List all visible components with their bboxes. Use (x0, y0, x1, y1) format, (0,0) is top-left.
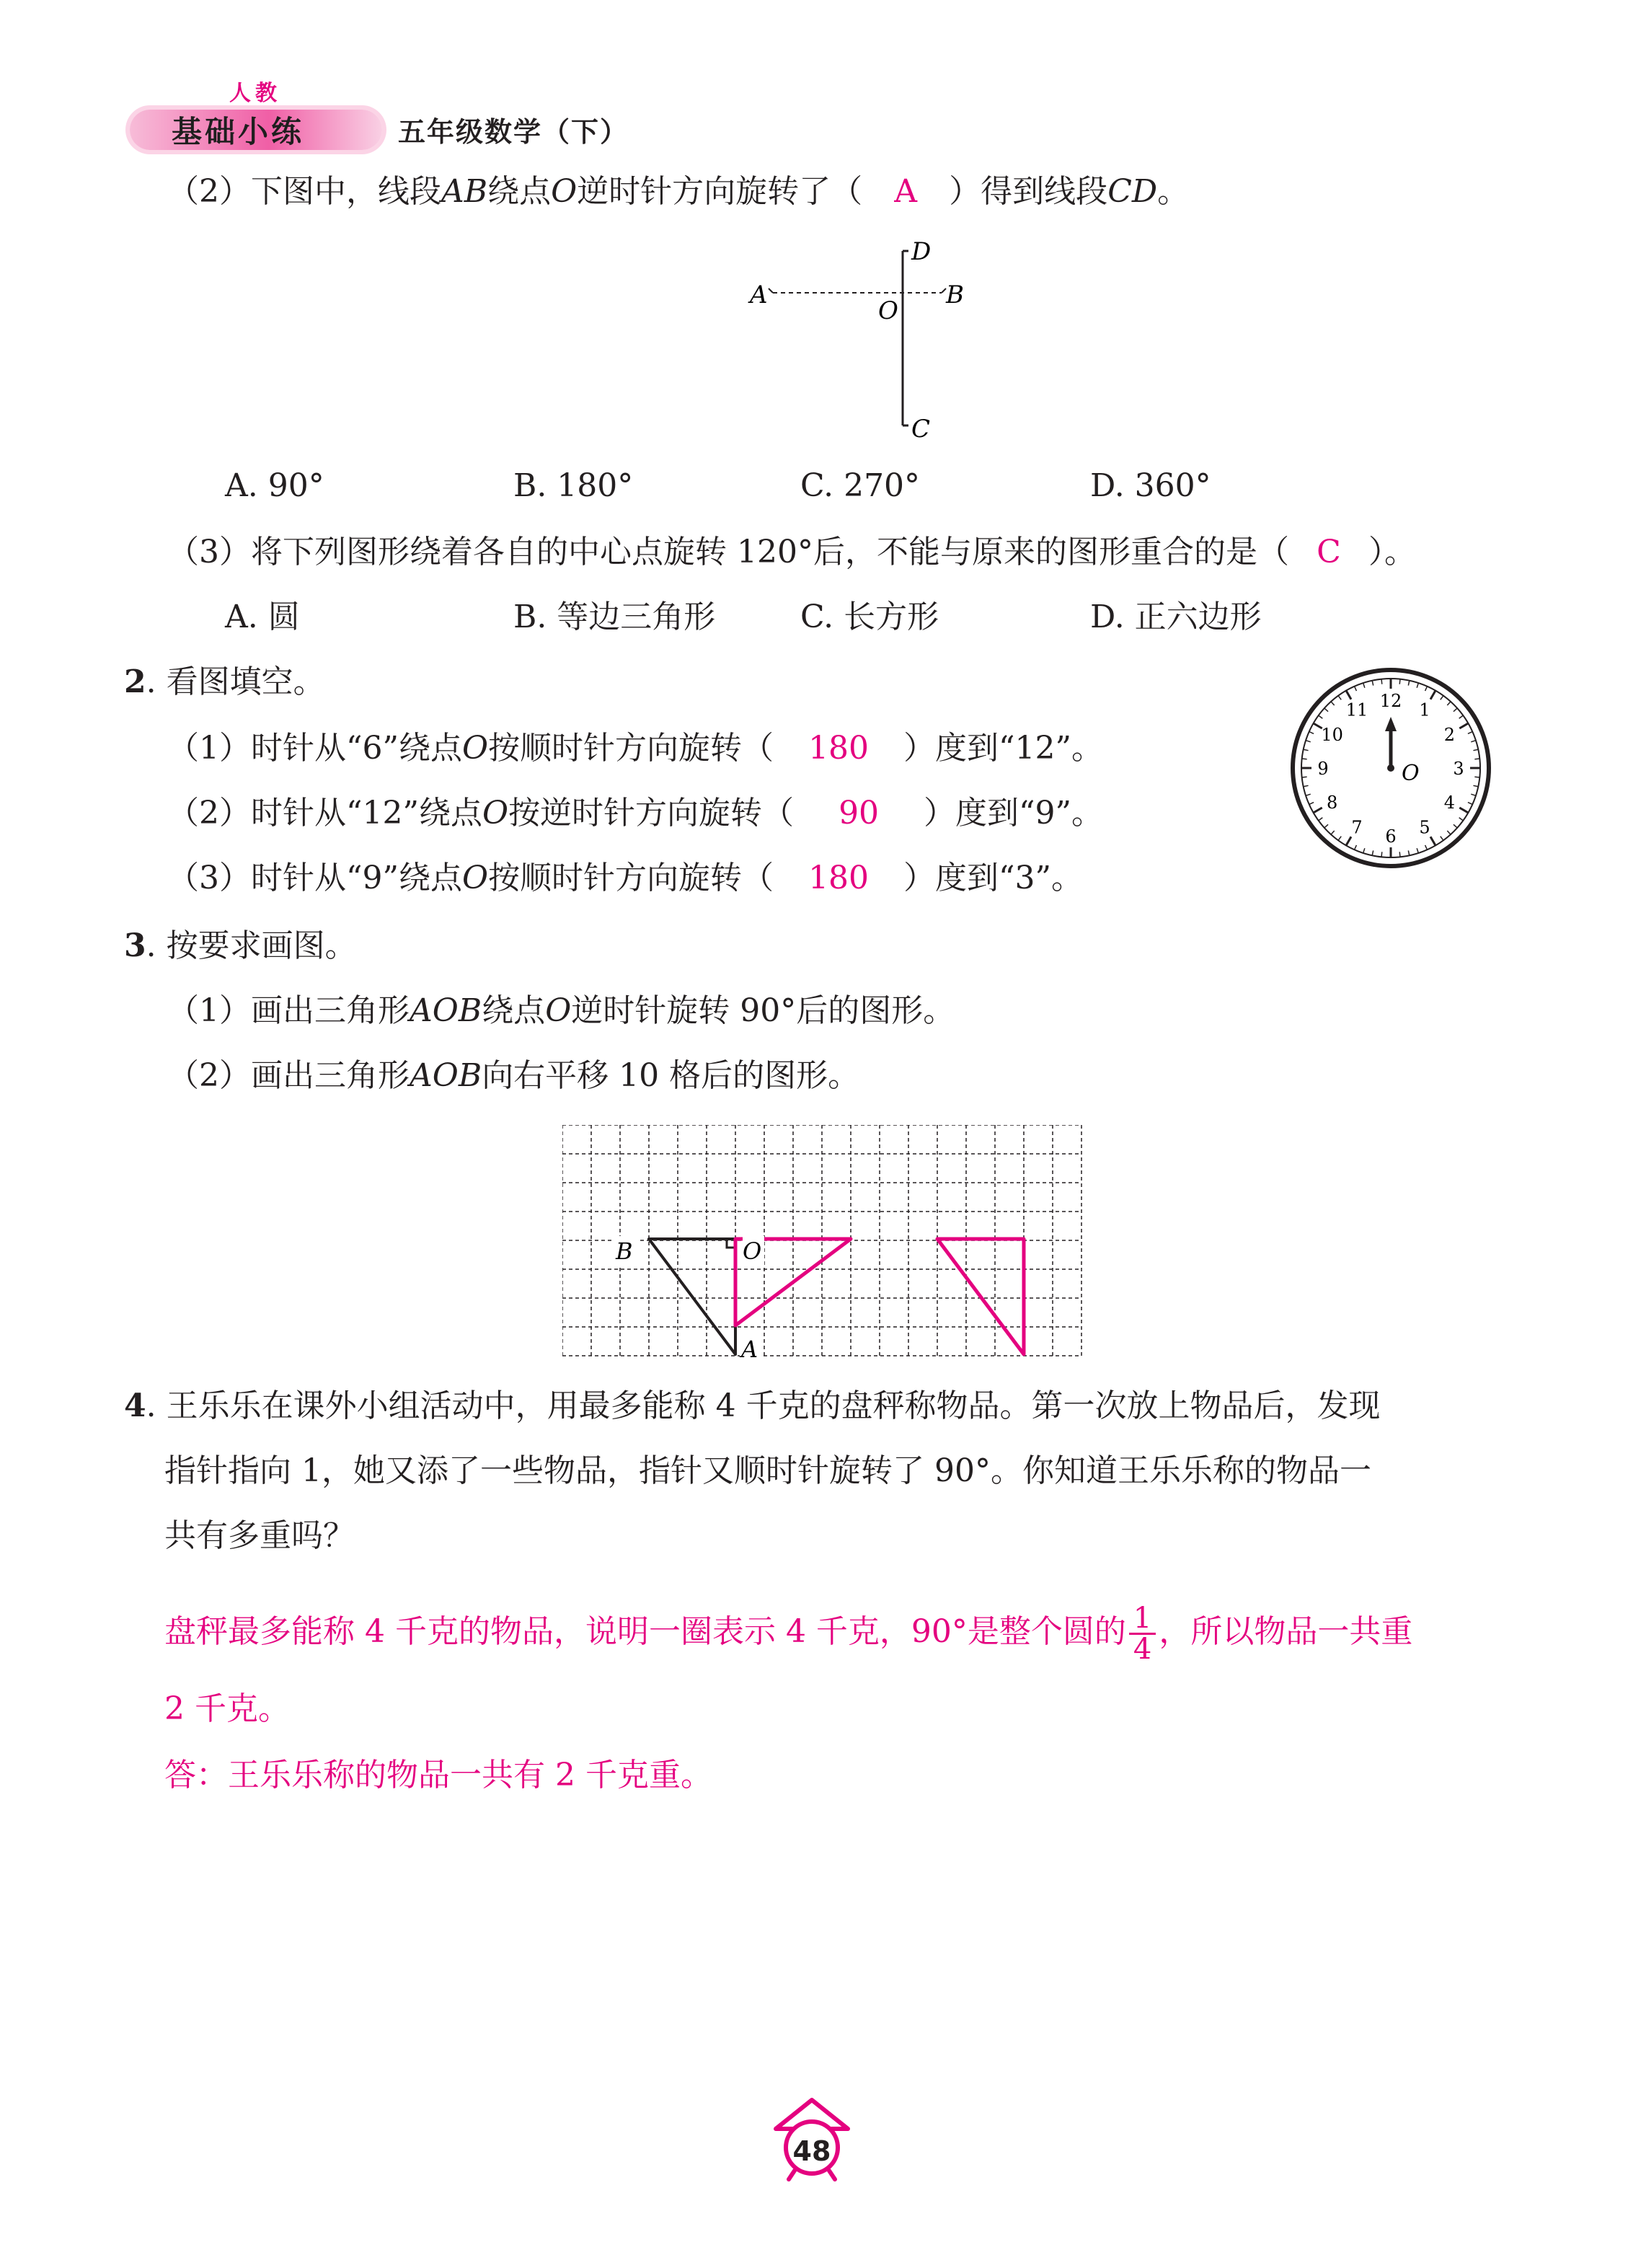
solution-line-1: 盘秤最多能称 4 千克的物品，说明一圈表示 4 千克，90°是整个圆的 $\frac{1}{4}$ ，所以物品一共重 (164, 1602, 1413, 1666)
question-1-2: （2）下图中，线段AB绕点O逆时针方向旋转了（ A ）得到线段CD。 (167, 170, 1189, 213)
clock-number: 2 (1443, 725, 1456, 745)
subject-title: 五年级数学（下） (398, 116, 629, 148)
question-4-line-1: 4. 王乐乐在课外小组活动中，用最多能称 4 千克的盘秤称物品。第一次放上物品后，发现 (124, 1387, 1381, 1424)
answer-2-2: 90 (839, 795, 880, 831)
clock-tick (1399, 852, 1400, 857)
clock-number: 10 (1321, 725, 1343, 745)
clock-number: 5 (1419, 817, 1430, 838)
question-3-1: （1）画出三角形AOB绕点O逆时针旋转 90°后的图形。 (167, 992, 955, 1029)
rotation-figure (735, 231, 1009, 447)
page-number: 48 (792, 2135, 831, 2167)
question-4-line-3: 共有多重吗？ (164, 1517, 355, 1554)
option-b: B. 等边三角形 (513, 599, 716, 635)
clock-number: 9 (1317, 759, 1329, 779)
option-a: A. 圆 (225, 599, 300, 635)
answer-1-2: A (894, 173, 918, 210)
label-a: A (750, 281, 768, 309)
question-2-1: （1）时针从“6”绕点O按顺时针方向旋转（ 180 ）度到“12”。 (167, 727, 1103, 770)
clock-figure (1289, 666, 1492, 870)
label-o: O (878, 296, 898, 325)
question-4-line-2: 指针指向 1，她又添了一些物品，指针又顺时针旋转了 90°。你知道王乐乐称的物品一 (164, 1452, 1371, 1489)
solution-line-2: 2 千克。 (164, 1690, 290, 1727)
grid-label-a: A (741, 1336, 758, 1360)
option-b: B. 180° (513, 467, 634, 504)
question-2-2: （2）时针从“12”绕点O按逆时针方向旋转（ 90 ）度到“9”。 (167, 792, 1103, 835)
option-c: C. 270° (800, 467, 921, 504)
clock-tick (1399, 679, 1400, 684)
option-d: D. 正六边形 (1090, 599, 1262, 635)
question-1-3: （3）将下列图形绕着各自的中心点旋转 120°后，不能与原来的图形重合的是（ C ）。 (167, 531, 1416, 574)
question-2-title: 2. 看图填空。 (124, 663, 325, 700)
clock-number: 11 (1345, 700, 1368, 720)
clock-tick (1381, 852, 1382, 857)
question-2-3: （3）时针从“9”绕点O按顺时针方向旋转（ 180 ）度到“3”。 (167, 857, 1083, 900)
triangle-aob-original (649, 1239, 735, 1354)
series-brand: 基础小练 (172, 114, 305, 149)
drawing-grid (562, 1125, 1086, 1360)
clock-number: 4 (1443, 793, 1456, 813)
clock-number: 1 (1419, 700, 1430, 720)
option-a: A. 90° (225, 467, 324, 504)
question-3-title: 3. 按要求画图。 (124, 927, 357, 964)
grid-label-b: B (616, 1237, 633, 1265)
triangle-translated (937, 1239, 1024, 1354)
clock-center-label: O (1402, 761, 1420, 786)
label-d: D (911, 237, 932, 266)
fraction-one-quarter: $\frac{1}{4}$ (1129, 1604, 1156, 1664)
question-3-2: （2）画出三角形AOB向右平移 10 格后的图形。 (167, 1057, 860, 1094)
publisher-label: 人教 (229, 81, 281, 106)
clock-center (1387, 764, 1394, 772)
clock-number: 8 (1326, 793, 1338, 813)
clock-number: 3 (1453, 759, 1464, 779)
clock-number: 7 (1351, 817, 1363, 838)
option-d: D. 360° (1090, 467, 1211, 504)
answer-2-1: 180 (808, 730, 870, 767)
answer-statement: 答：王乐乐称的物品一共有 2 千克重。 (164, 1757, 712, 1793)
grid-label-o: O (743, 1237, 762, 1265)
label-b: B (946, 281, 964, 309)
clock-number: 12 (1379, 691, 1402, 711)
option-c: C. 长方形 (800, 599, 939, 635)
clock-number: 6 (1385, 826, 1397, 847)
label-c: C (911, 415, 931, 444)
answer-1-3: C (1317, 534, 1341, 570)
answer-2-3: 180 (808, 860, 870, 896)
clock-tick (1381, 679, 1382, 684)
